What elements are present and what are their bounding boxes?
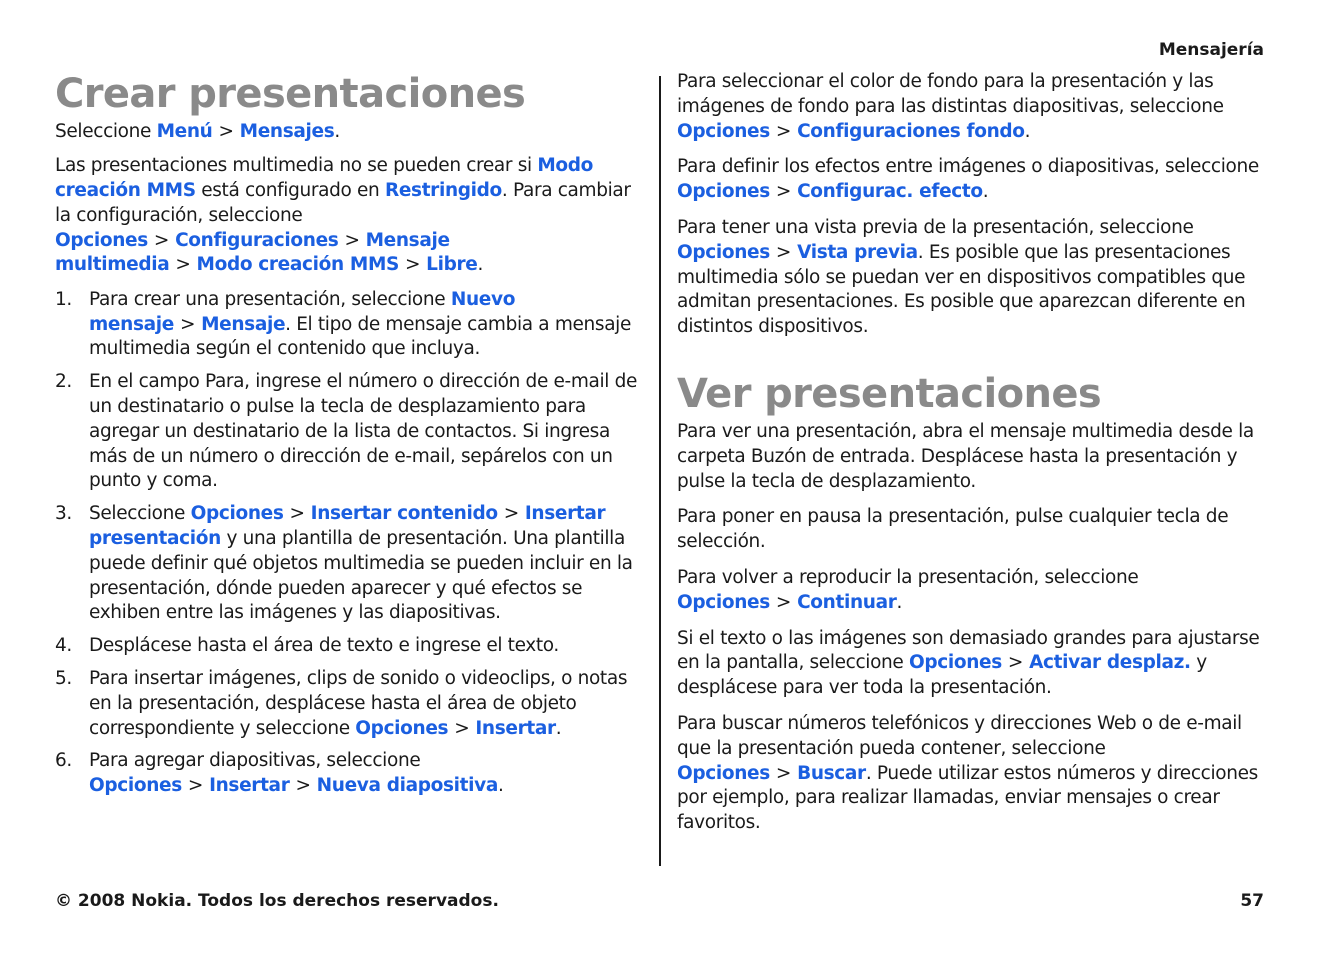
text: está configurado en bbox=[201, 180, 380, 202]
opciones-link[interactable]: Opciones bbox=[677, 120, 770, 142]
opciones-link[interactable]: Opciones bbox=[355, 717, 449, 739]
paragraph-effects bbox=[677, 155, 1267, 205]
separator: > bbox=[218, 121, 234, 142]
modo-creacion-link[interactable]: Modo creación MMS bbox=[55, 155, 593, 202]
list-item bbox=[55, 370, 647, 494]
text: Seleccione bbox=[89, 503, 186, 525]
paragraph-search bbox=[677, 712, 1267, 836]
opciones-link[interactable]: Opciones bbox=[55, 229, 148, 251]
insertar-presentacion-link[interactable]: Insertar presentación bbox=[89, 503, 606, 549]
separator: > bbox=[344, 229, 360, 251]
text: . El tipo de mensaje cambia a mensaje multimedia según el contenido que incluya. bbox=[89, 313, 631, 360]
paragraph-pause bbox=[677, 505, 1267, 555]
separator: > bbox=[775, 591, 792, 613]
text: Para agregar diapositivas, seleccione bbox=[89, 750, 421, 772]
continuar-link[interactable]: Continuar bbox=[797, 591, 897, 613]
text: Para volver a reproducir la presentación, seleccione bbox=[677, 566, 1139, 588]
list-item bbox=[55, 749, 647, 799]
text: . Es posible que las presentaciones multimedia sólo se puedan ver en dispositivos compatibles que admitan presentaciones. Es posible que aparezcan diferente en distintos dispositivos. bbox=[677, 241, 1246, 338]
list-item bbox=[55, 667, 647, 741]
paragraph-background bbox=[677, 70, 1267, 144]
text: Para definir los efectos entre imágenes o diapositivas, seleccione bbox=[677, 156, 1259, 178]
insertar-contenido-link[interactable]: Insertar contenido bbox=[310, 503, 498, 525]
configurac-efecto-link[interactable]: Configurac. efecto bbox=[797, 181, 983, 203]
opciones-link[interactable]: Opciones bbox=[909, 652, 1002, 674]
separator: > bbox=[179, 313, 196, 335]
step-number: 2. bbox=[55, 371, 72, 393]
text: . bbox=[982, 181, 989, 203]
column-divider bbox=[659, 76, 661, 866]
text: . bbox=[334, 121, 340, 142]
opciones-link[interactable]: Opciones bbox=[677, 591, 770, 613]
separator: > bbox=[1007, 652, 1024, 674]
separator: > bbox=[775, 181, 792, 203]
list-item bbox=[55, 288, 647, 362]
insertar-link[interactable]: Insertar bbox=[209, 775, 290, 797]
section-title: Ver presentaciones bbox=[677, 370, 1102, 417]
text: Para insertar imágenes, clips de sonido o videoclips, o notas en la presentación, desplácese hasta el área de objeto correspondiente y seleccione bbox=[89, 667, 628, 739]
paragraph-scroll bbox=[677, 627, 1267, 701]
paragraph-preview bbox=[677, 216, 1267, 340]
step-number: 4. bbox=[55, 635, 72, 657]
step-number: 6. bbox=[55, 750, 72, 772]
page-title: Crear presentaciones bbox=[55, 71, 526, 117]
paragraph-resume bbox=[677, 566, 1267, 616]
paragraph-menu-path bbox=[55, 120, 647, 145]
left-column bbox=[55, 70, 647, 807]
separator: > bbox=[289, 503, 305, 525]
mensajes-link[interactable]: Mensajes bbox=[239, 121, 335, 142]
separator: > bbox=[175, 254, 191, 276]
modo-creacion-link[interactable]: Modo creación MMS bbox=[196, 254, 399, 276]
page-number: 57 bbox=[1240, 891, 1264, 911]
text: . bbox=[1024, 120, 1031, 142]
text: Para buscar números telefónicos y direcciones Web o de e-mail que la presentación pueda contener, seleccione bbox=[677, 712, 1242, 759]
nueva-diapositiva-link[interactable]: Nueva diapositiva bbox=[316, 775, 498, 797]
list-item bbox=[55, 502, 647, 626]
buscar-link[interactable]: Buscar bbox=[797, 762, 866, 784]
separator: > bbox=[405, 254, 421, 276]
separator: > bbox=[503, 503, 519, 525]
text: y una plantilla de presentación. Una plantilla puede definir qué objetos multimedia se pueden incluir en la presentación, dónde pueden aparecer y qué efectos se exhiben entre las imágenes y las diapositivas. bbox=[89, 527, 633, 624]
vista-previa-link[interactable]: Vista previa bbox=[797, 241, 918, 263]
text: Para crear una presentación, seleccione bbox=[89, 288, 446, 310]
text: . Puede utilizar estos números y direcciones por ejemplo, para realizar llamadas, enviar mensajes o crear favoritos. bbox=[677, 762, 1258, 834]
steps-list bbox=[55, 288, 647, 799]
menu-link[interactable]: Menú bbox=[156, 121, 213, 142]
separator: > bbox=[454, 717, 470, 739]
configuraciones-link[interactable]: Configuraciones bbox=[175, 229, 339, 251]
text: Para tener una vista previa de la presentación, seleccione bbox=[677, 216, 1194, 238]
activar-desplaz-link[interactable]: Activar desplaz. bbox=[1029, 652, 1191, 674]
separator: > bbox=[775, 762, 792, 784]
text: y desplácese para ver toda la presentación. bbox=[677, 652, 1207, 699]
mensaje-link[interactable]: Mensaje bbox=[201, 313, 286, 335]
text: . Para cambiar la configuración, seleccione bbox=[55, 180, 631, 226]
opciones-link[interactable]: Opciones bbox=[190, 503, 284, 525]
mensaje-multimedia-link[interactable]: Mensaje multimedia bbox=[55, 229, 450, 276]
right-column bbox=[677, 70, 1267, 847]
step-number: 5. bbox=[55, 667, 72, 689]
text: Las presentaciones multimedia no se pueden crear si bbox=[55, 155, 532, 177]
configuraciones-fondo-link[interactable]: Configuraciones fondo bbox=[797, 120, 1025, 142]
text: Si el texto o las imágenes son demasiado grandes para ajustarse en la pantalla, seleccione bbox=[677, 627, 1260, 674]
section-header: Mensajería bbox=[1158, 40, 1264, 60]
paragraph-restriction bbox=[55, 154, 647, 278]
separator: > bbox=[295, 775, 311, 797]
copyright-footer: © 2008 Nokia. Todos los derechos reservados. bbox=[55, 891, 499, 911]
opciones-link[interactable]: Opciones bbox=[677, 762, 770, 784]
list-item bbox=[55, 634, 647, 659]
step-number: 1. bbox=[55, 288, 72, 310]
text: En el campo Para, ingrese el número o dirección de e-mail de un destinatario o pulse la tecla de desplazamiento para agregar un destinatario de la lista de contactos. Si ingresa más de un número o dirección de e-mail, sepárelos con un punto y coma. bbox=[89, 371, 638, 492]
text: . bbox=[896, 591, 903, 613]
separator: > bbox=[153, 229, 170, 251]
text: Para poner en pausa la presentación, pulse cualquier tecla de selección. bbox=[677, 506, 1229, 553]
separator: > bbox=[187, 775, 204, 797]
text: . bbox=[497, 775, 504, 797]
nuevo-mensaje-link[interactable]: Nuevo mensaje bbox=[89, 288, 516, 335]
insertar-link[interactable]: Insertar bbox=[475, 717, 556, 739]
opciones-link[interactable]: Opciones bbox=[677, 241, 770, 263]
opciones-link[interactable]: Opciones bbox=[677, 181, 770, 203]
text: Para seleccionar el color de fondo para la presentación y las imágenes de fondo para las distintas diapositivas, seleccione bbox=[677, 71, 1224, 117]
text: Seleccione bbox=[55, 121, 152, 142]
text: Para ver una presentación, abra el mensaje multimedia desde la carpeta Buzón de entrada. Desplácese hasta la presentación y pulse la tecla de desplazamiento. bbox=[677, 420, 1254, 492]
libre-link[interactable]: Libre bbox=[426, 254, 478, 276]
separator: > bbox=[775, 241, 792, 263]
step-number: 3. bbox=[55, 503, 72, 525]
text: Desplácese hasta el área de texto e ingrese el texto. bbox=[89, 635, 559, 657]
text: . bbox=[555, 717, 562, 739]
paragraph-view bbox=[677, 420, 1267, 494]
opciones-link[interactable]: Opciones bbox=[89, 775, 182, 797]
restringido-link[interactable]: Restringido bbox=[384, 180, 502, 202]
text: . bbox=[477, 254, 483, 276]
separator: > bbox=[775, 120, 792, 142]
